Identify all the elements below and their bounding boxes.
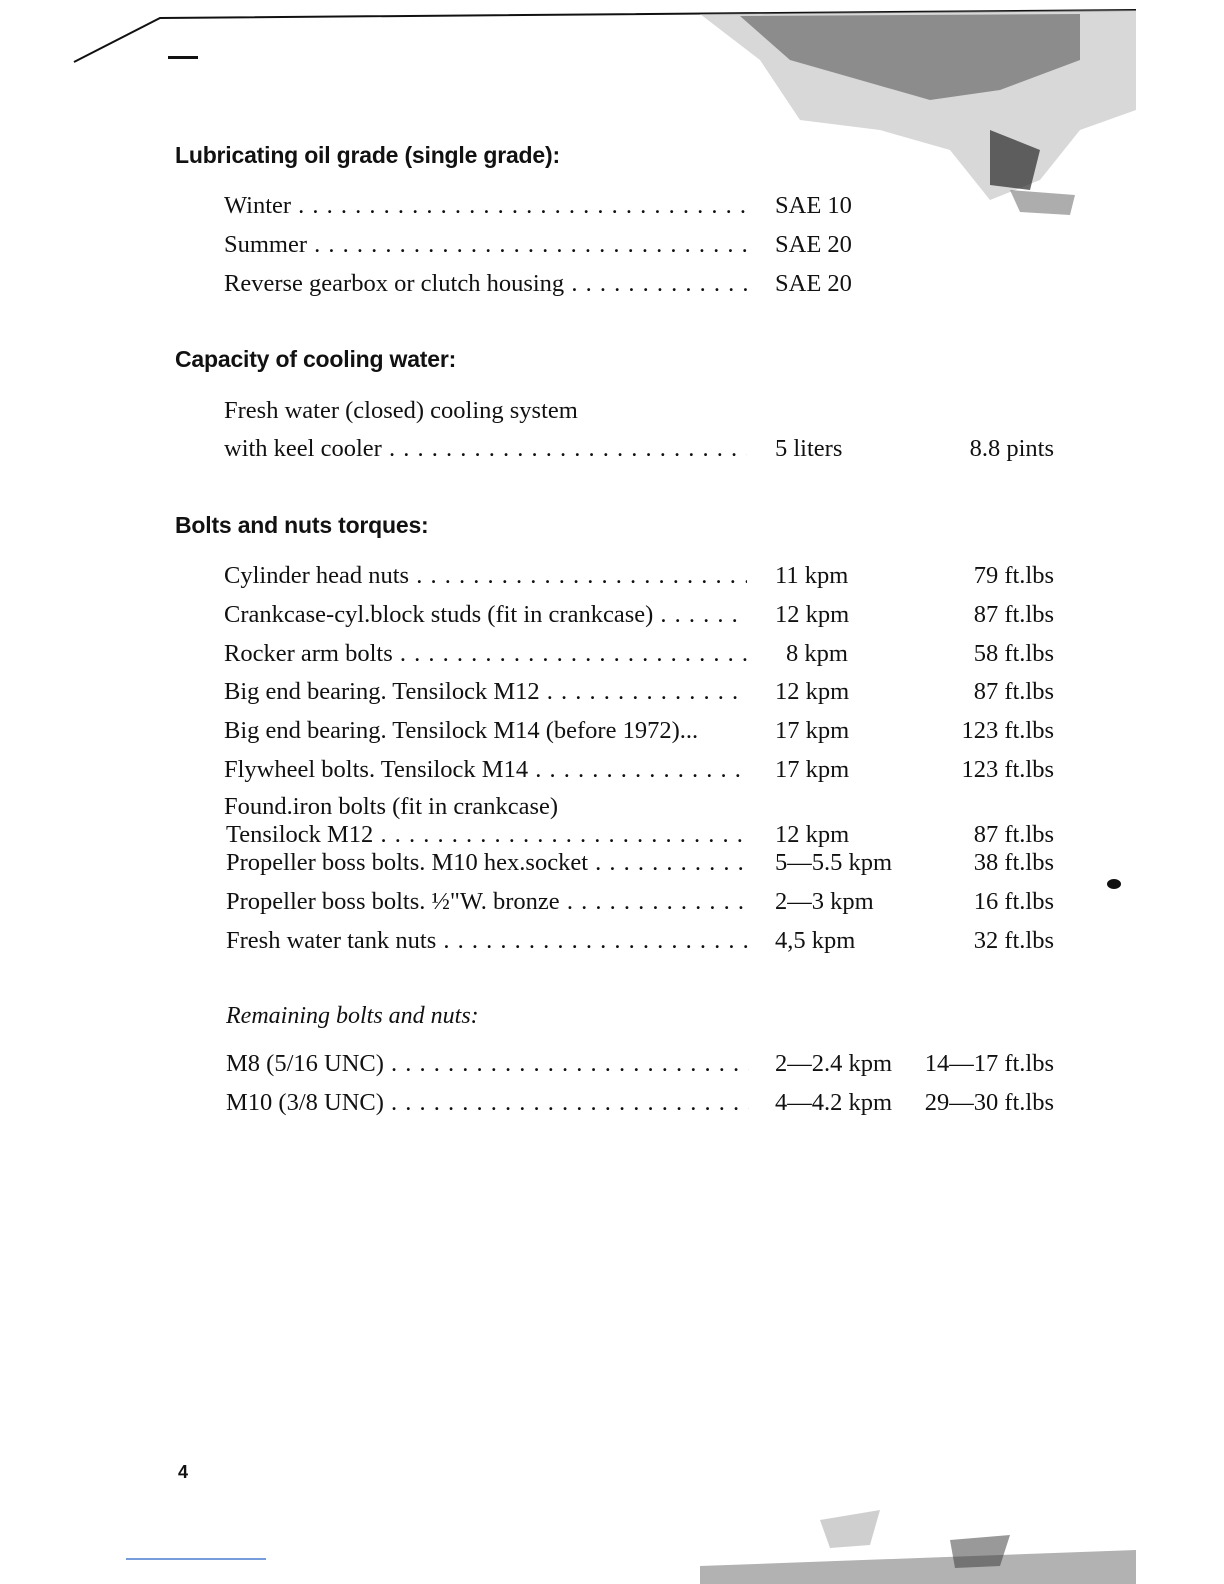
row-imperial: 123 ft.lbs — [961, 717, 1054, 744]
torque-row — [0, 675, 1224, 709]
torque-row — [0, 846, 1224, 880]
torque-row — [0, 924, 1224, 958]
row-label: Tensilock M12 . . . — [226, 818, 749, 852]
row-label: Cylinder head nuts . . . — [224, 559, 747, 593]
remaining-row-m8 — [0, 1047, 1224, 1081]
remaining-heading: Remaining bolts and nuts: — [226, 1003, 479, 1029]
row-label: Found.iron bolts (fit in crankcase) — [224, 793, 559, 820]
torque-row — [0, 885, 1224, 919]
row-label: Fresh water (closed) cooling system — [224, 397, 578, 424]
row-imperial: 14—17 ft.lbs — [924, 1050, 1054, 1077]
row-imperial: 8.8 pints — [969, 435, 1054, 462]
lubricating-heading: Lubricating oil grade (single grade): — [175, 142, 560, 168]
row-metric: 2—3 kpm — [775, 888, 874, 915]
row-metric: 4,5 kpm — [775, 927, 856, 954]
row-label: Big end bearing. Tensilock M14 (before 1972)... — [224, 717, 699, 744]
torque-row — [0, 714, 1224, 748]
row-imperial: 29—30 ft.lbs — [924, 1089, 1054, 1116]
oil-row-gearbox — [0, 267, 1224, 301]
row-metric: 8 kpm — [786, 640, 848, 667]
row-imperial: 123 ft.lbs — [961, 756, 1054, 783]
row-imperial: 87 ft.lbs — [973, 678, 1054, 705]
row-label: Rocker arm bolts . . . — [224, 637, 747, 671]
page-number: 4 — [178, 1462, 189, 1482]
row-metric: 12 kpm — [775, 678, 850, 705]
row-label: Propeller boss bolts. ½"W. bronze . . . — [226, 885, 749, 919]
row-metric: 2—2.4 kpm — [775, 1050, 893, 1077]
oil-row-summer — [0, 228, 1224, 262]
row-metric: 17 kpm — [775, 717, 850, 744]
row-imperial: 16 ft.lbs — [973, 888, 1054, 915]
row-metric: SAE 20 — [775, 270, 852, 297]
row-metric: SAE 10 — [775, 192, 852, 219]
row-label: with keel cooler . . . — [224, 432, 747, 466]
cooling-row-line1 — [0, 394, 1224, 428]
row-metric: 12 kpm — [775, 601, 850, 628]
torques-heading: Bolts and nuts torques: — [175, 512, 429, 538]
row-metric: 4—4.2 kpm — [775, 1089, 893, 1116]
row-label: Reverse gearbox or clutch housing . . . — [224, 267, 747, 301]
row-metric: 17 kpm — [775, 756, 850, 783]
remaining-row-m10 — [0, 1086, 1224, 1120]
row-label: Flywheel bolts. Tensilock M14 . . . — [224, 753, 747, 787]
row-imperial: 58 ft.lbs — [973, 640, 1054, 667]
cooling-row-line2 — [0, 432, 1224, 466]
row-imperial: 32 ft.lbs — [973, 927, 1054, 954]
row-label: Winter . . . — [224, 189, 747, 223]
row-metric: 5—5.5 kpm — [775, 849, 893, 876]
row-label: M10 (3/8 UNC) . . . — [226, 1086, 749, 1120]
row-imperial: 38 ft.lbs — [973, 849, 1054, 876]
row-label: Big end bearing. Tensilock M12 . . . — [224, 675, 747, 709]
torque-row — [0, 598, 1224, 632]
row-label: M8 (5/16 UNC) . . . — [226, 1047, 749, 1081]
row-imperial: 79 ft.lbs — [973, 562, 1054, 589]
row-label: Summer . . . — [224, 228, 747, 262]
row-imperial: 87 ft.lbs — [973, 601, 1054, 628]
row-imperial: 87 ft.lbs — [973, 821, 1054, 848]
row-label: Propeller boss bolts. M10 hex.socket . . . — [226, 846, 749, 880]
row-label: Crankcase-cyl.block studs (fit in crankcase) . . . — [224, 598, 747, 632]
row-metric: 12 kpm — [775, 821, 850, 848]
torque-row — [0, 559, 1224, 593]
row-metric: 5 liters — [775, 435, 843, 462]
torque-row — [0, 637, 1224, 671]
cooling-heading: Capacity of cooling water: — [175, 346, 457, 372]
row-label: Fresh water tank nuts . . . — [226, 924, 749, 958]
row-metric: 11 kpm — [775, 562, 849, 589]
oil-row-winter — [0, 189, 1224, 223]
row-metric: SAE 20 — [775, 231, 852, 258]
torque-row — [0, 753, 1224, 787]
